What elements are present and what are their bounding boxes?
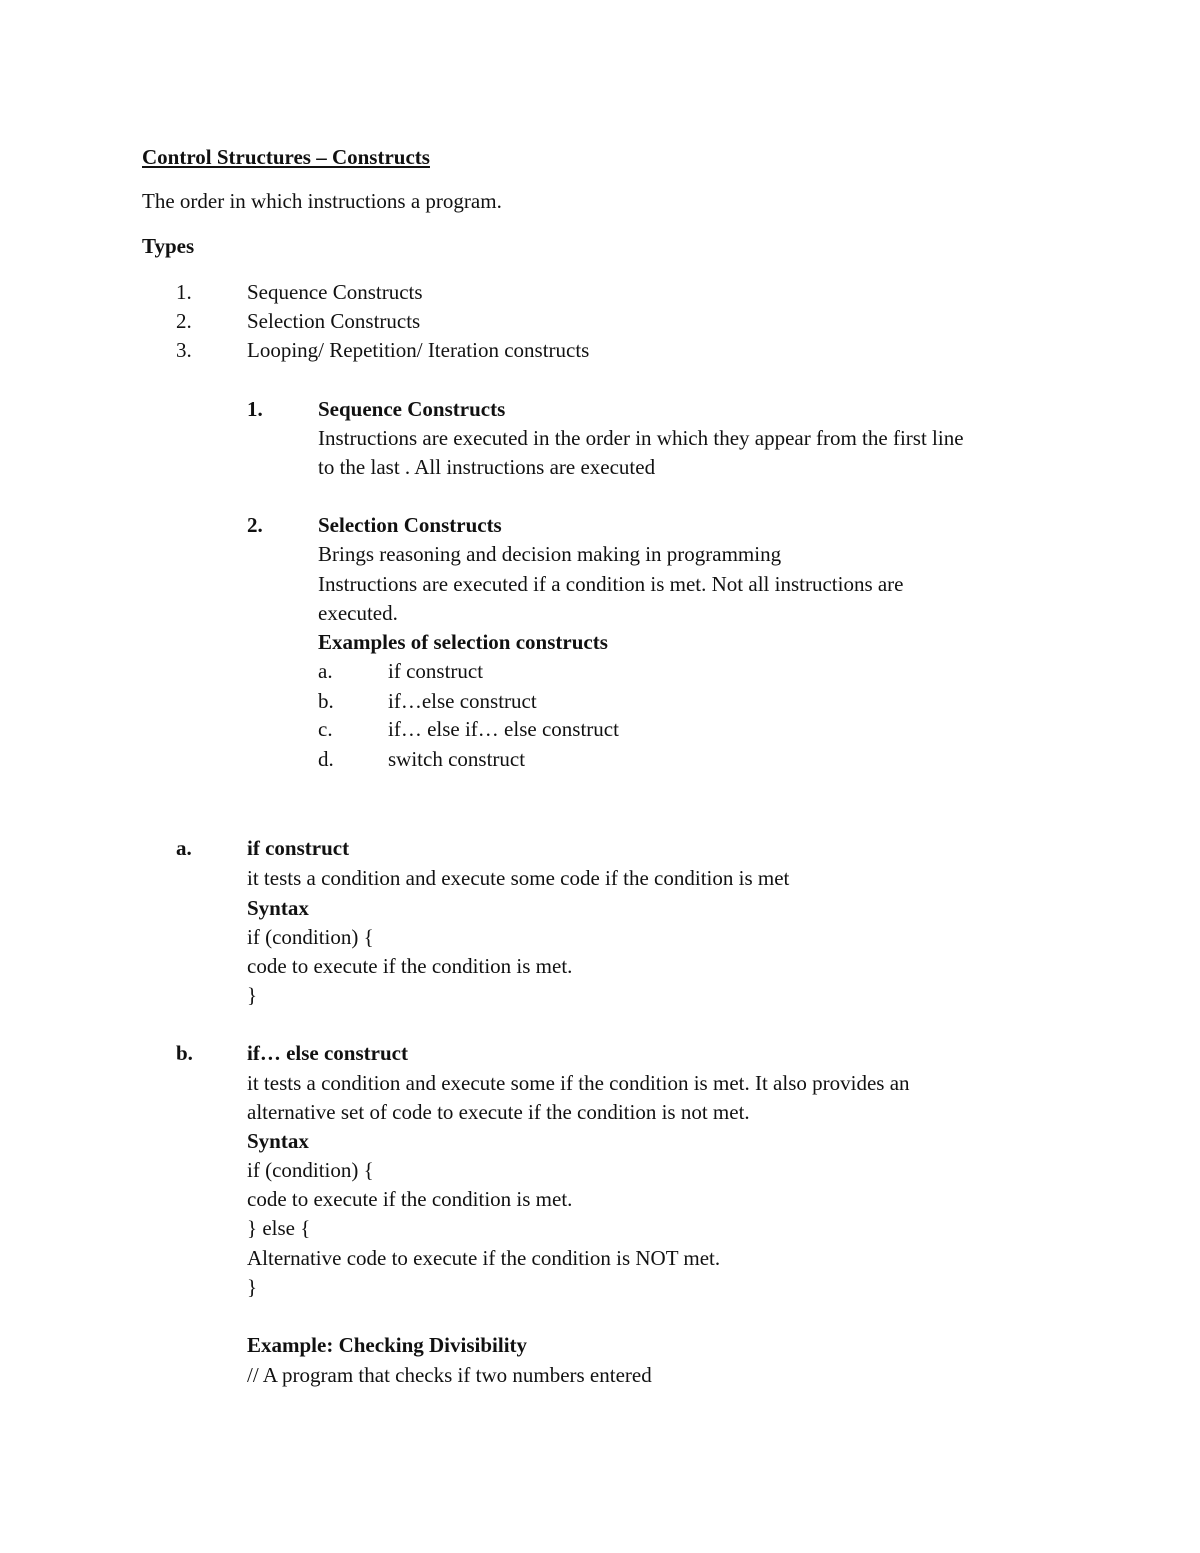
selection-line: Instructions are executed if a condition is met. Not all instructions are: [318, 572, 904, 596]
types-item-label: Selection Constructs: [247, 309, 421, 333]
selection-heading: Selection Constructs: [318, 513, 502, 537]
if-else-construct-description: alternative set of code to execute if the condition is not met.: [247, 1100, 750, 1124]
sequence-line: to the last . All instructions are executed: [318, 455, 656, 479]
if-else-construct-heading: if… else construct: [247, 1041, 408, 1065]
types-heading: Types: [142, 234, 195, 258]
if-else-construct-description: it tests a condition and execute some if the condition is met. It also provides an: [247, 1071, 910, 1095]
types-item-label: Sequence Constructs: [247, 280, 423, 304]
example-label: if…else construct: [388, 689, 537, 713]
if-construct-code-line: code to execute if the condition is met.: [247, 954, 573, 978]
sequence-number: 1.: [247, 397, 263, 421]
example-letter: c.: [318, 717, 333, 741]
example-comment: // A program that checks if two numbers entered: [247, 1363, 652, 1387]
sequence-line: Instructions are executed in the order in which they appear from the first line: [318, 426, 964, 450]
if-construct-description: it tests a condition and execute some code if the condition is met: [247, 866, 790, 890]
if-else-construct-code-line: } else {: [247, 1216, 311, 1240]
if-else-construct-code-line: Alternative code to execute if the condition is NOT met.: [247, 1246, 721, 1270]
sequence-heading: Sequence Constructs: [318, 397, 506, 421]
if-else-construct-code-line: if (condition) {: [247, 1158, 374, 1182]
example-letter: d.: [318, 747, 334, 771]
intro-text: The order in which instructions a program.: [142, 189, 502, 213]
types-item-number: 2.: [176, 309, 192, 333]
if-construct-letter: a.: [176, 836, 192, 860]
if-construct-heading: if construct: [247, 836, 350, 860]
if-else-construct-code-line: code to execute if the condition is met.: [247, 1187, 573, 1211]
if-else-construct-code-line: }: [247, 1275, 258, 1299]
selection-examples-heading: Examples of selection constructs: [318, 630, 608, 654]
if-construct-syntax-label: Syntax: [247, 896, 309, 920]
types-item-number: 3.: [176, 338, 192, 362]
if-construct-code-line: }: [247, 983, 258, 1007]
if-construct-code-line: if (condition) {: [247, 925, 374, 949]
page-title: Control Structures – Constructs: [142, 145, 430, 169]
example-label: switch construct: [388, 747, 526, 771]
selection-line: executed.: [318, 601, 398, 625]
if-else-construct-letter: b.: [176, 1041, 193, 1065]
types-item-label: Looping/ Repetition/ Iteration constructs: [247, 338, 590, 362]
example-label: if construct: [388, 659, 484, 683]
selection-line: Brings reasoning and decision making in programming: [318, 542, 782, 566]
example-letter: a.: [318, 659, 333, 683]
example-label: if… else if… else construct: [388, 717, 619, 741]
selection-number: 2.: [247, 513, 263, 537]
example-letter: b.: [318, 689, 334, 713]
types-item-number: 1.: [176, 280, 192, 304]
if-else-construct-syntax-label: Syntax: [247, 1129, 309, 1153]
example-heading: Example: Checking Divisibility: [247, 1333, 528, 1357]
